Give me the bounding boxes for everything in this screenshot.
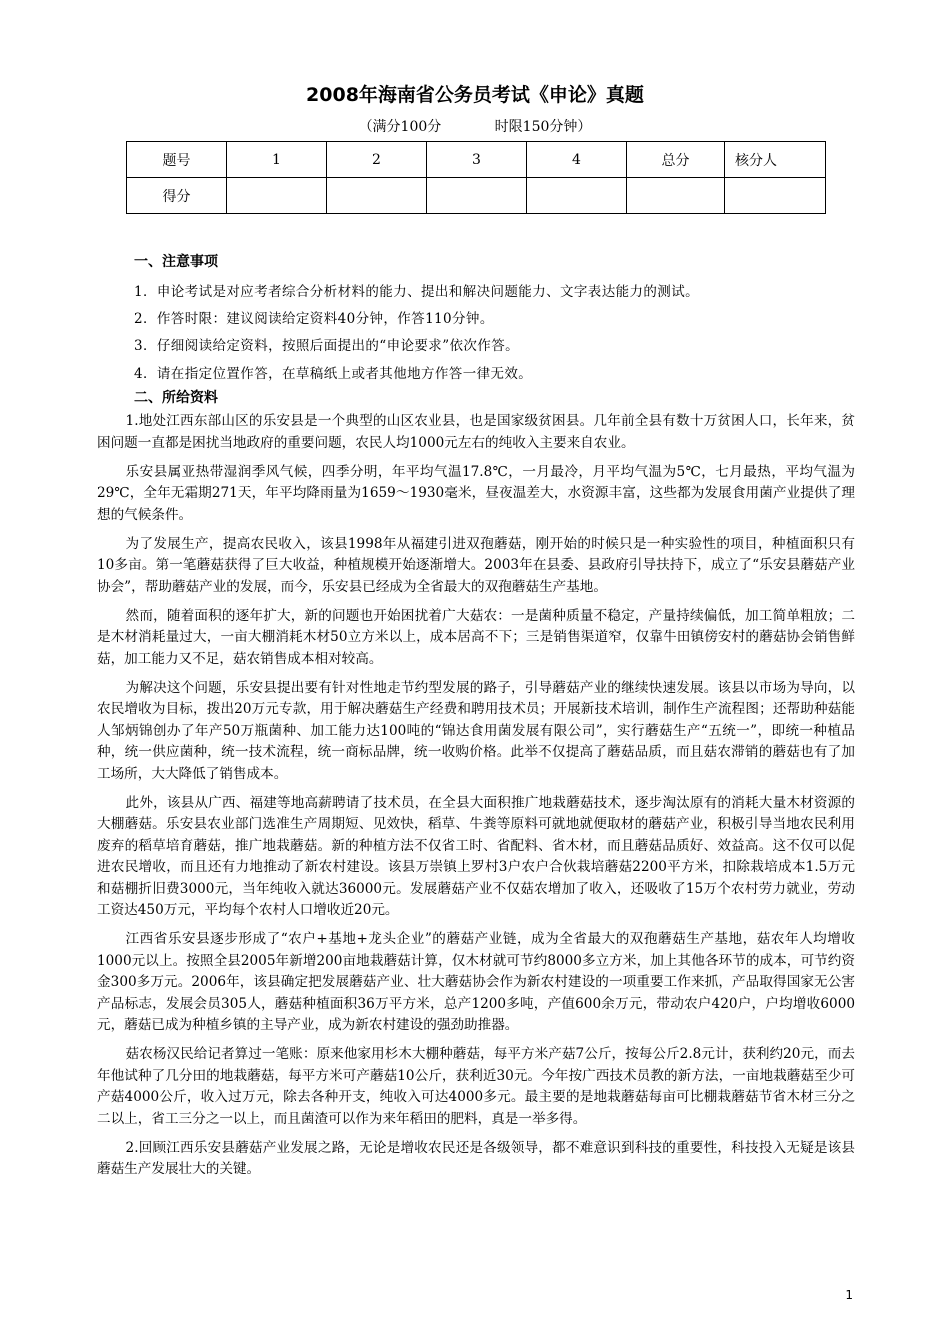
material-paragraph: 然而，随着面积的逐年扩大，新的问题也开始困扰着广大菇农：一是菌种质量不稳定，产量持续偏低，加工简单粗放；二是木材消耗量过大，一亩大棚消耗木材50立方米以上，成本居高不下；三是销售渠道窄，仅靠牛田镇傍安村的蘑菇协会销售鲜菇，加工能力又不足，菇农销售成本相对较高。 — [97, 607, 855, 667]
score-cell — [327, 178, 427, 214]
score-cell — [427, 178, 527, 214]
score-cell: 核分人 — [725, 142, 826, 178]
document-title: 2008年海南省公务员考试《申论》真题 — [306, 84, 644, 106]
score-table-score-row — [127, 178, 826, 214]
note-item: 4．请在指定位置作答，在草稿纸上或者其他地方作答一律无效。 — [134, 366, 533, 382]
material-paragraph: 2.回顾江西乐安县蘑菇产业发展之路，无论是增收农民还是各级领导，都不难意识到科技的重要性，科技投入无疑是该县蘑菇生产发展壮大的关键。 — [97, 1139, 855, 1177]
materials-body — [97, 411, 855, 1188]
note-item: 3．仔细阅读给定资料，按照后面提出的“申论要求”依次作答。 — [134, 338, 519, 354]
score-table-header-row — [127, 142, 826, 178]
section-heading-materials: 二、所给资料 — [134, 390, 218, 406]
document-subtitle: （满分100分 时限150分钟） — [358, 119, 592, 135]
material-paragraph: 江西省乐安县逐步形成了“农户+基地+龙头企业”的蘑菇产业链，成为全省最大的双孢蘑菇生产基地，菇农年人均增收1000元以上。按照全县2005年新增200亩地栽蘑菇计算，仅木材就可节约8000多立方米，加上其他各环节的成本，可节约资金300多万元。2006年，该县确定把发展蘑菇产业、壮大蘑菇协会作为新农村建设的一项重要工作来抓，产品取得国家无公害产品标志，发展会员305人，蘑菇种植面积36万平方米，总产1200多吨，产值600余万元，带动农户420户，户均增收6000元，蘑菇已成为种植乡镇的主导产业，成为新农村建设的强劲助推器。 — [97, 931, 855, 1033]
score-cell: 4 — [527, 142, 627, 178]
material-paragraph: 此外，该县从广西、福建等地高薪聘请了技术员，在全县大面积推广地栽蘑菇技术，逐步淘汰原有的消耗大量木材资源的大棚蘑菇。乐安县农业部门选准生产周期短、见效快，稻草、牛粪等原料可就地就便取材的蘑菇产业，积极引导当地农民利用废弃的稻草培育蘑菇，推广地栽蘑菇。新的种植方法不仅省工时、省配料、省木材，而且蘑菇品质好、效益高。这不仅可以促进农民增收，而且还有力地推动了新农村建设。该县万崇镇上罗村3户农户合伙栽培蘑菇2200平方米，扣除栽培成本1.5万元和菇棚折旧费3000元，当年纯收入就达36000元。发展蘑菇产业不仅菇农增加了收入，还吸收了15万个农村劳力就业，劳动工资达450万元，平均每个农村人口增收近20元。 — [97, 794, 855, 918]
note-item: 1．申论考试是对应考者综合分析材料的能力、提出和解决问题能力、文字表达能力的测试。 — [134, 284, 699, 300]
score-cell — [227, 178, 327, 214]
note-item: 2．作答时限：建议阅读给定资料40分钟，作答110分钟。 — [134, 311, 494, 327]
material-paragraph: 为解决这个问题，乐安县提出要有针对性地走节约型发展的路子，引导蘑菇产业的继续快速发展。该县以市场为导向，以农民增收为目标，拨出20万元专款，用于解决蘑菇生产经费和聘用技术员；开展新技术培训，制作生产流程图；还帮助种菇能人邹炳锦创办了年产50万瓶菌种、加工能力达100吨的“锦达食用菌发展有限公司”，实行蘑菇生产“五统一”，即统一种植品种，统一供应菌种，统一技术流程，统一商标品牌，统一收购价格。此举不仅提高了蘑菇品质，而且菇农滞销的蘑菇也有了加工场所，大大降低了销售成本。 — [97, 679, 855, 782]
score-cell — [527, 178, 627, 214]
score-cell: 题号 — [127, 142, 227, 178]
material-paragraph: 乐安县属亚热带湿润季风气候，四季分明，年平均气温17.8℃，一月最冷，月平均气温为5℃，七月最热，平均气温为29℃，全年无霜期271天，年平均降雨量为1659～1930毫米，昼夜温差大，水资源丰富，这些都为发展食用菌产业提供了理想的气候条件。 — [97, 463, 855, 523]
score-cell: 总分 — [627, 142, 725, 178]
material-paragraph: 为了发展生产，提高农民收入，该县1998年从福建引进双孢蘑菇，刚开始的时候只是一种实验性的项目，种植面积只有10多亩。第一笔蘑菇获得了巨大收益，种植规模开始逐渐增大。2003年在县委、县政府引导扶持下，成立了“乐安县蘑菇产业协会”，帮助蘑菇产业的发展，而今，乐安县已经成为全省最大的双孢蘑菇生产基地。 — [97, 535, 855, 595]
score-cell: 得分 — [127, 178, 227, 214]
score-cell — [725, 178, 826, 214]
page-number: 1 — [845, 1288, 853, 1302]
score-cell — [627, 178, 725, 214]
score-cell: 2 — [327, 142, 427, 178]
score-cell: 3 — [427, 142, 527, 178]
material-paragraph: 1.地处江西东部山区的乐安县是一个典型的山区农业县，也是国家级贫困县。几年前全县有数十万贫困人口，长年来，贫困问题一直都是困扰当地政府的重要问题，农民人均1000元左右的纯收入主要来自农业。 — [97, 413, 855, 451]
score-cell: 1 — [227, 142, 327, 178]
section-heading-notes: 一、注意事项 — [134, 254, 218, 270]
material-paragraph: 菇农杨汉民给记者算过一笔账：原来他家用杉木大棚种蘑菇，每平方米产菇7公斤，按每公斤2.8元计，获利约20元，而去年他试种了几分田的地栽蘑菇，每平方米可产蘑菇10公斤，获利近30元。今年按广西技术员教的新方法，一亩地栽蘑菇至少可产菇4000公斤，收入过万元，除去各种开支，纯收入可达4000多元。最主要的是地栽蘑菇每亩可比棚栽蘑菇节省木材三分之二以上，省工三分之一以上，而且菌渣可以作为来年稻田的肥料，真是一举多得。 — [97, 1046, 855, 1127]
score-table — [126, 141, 826, 214]
